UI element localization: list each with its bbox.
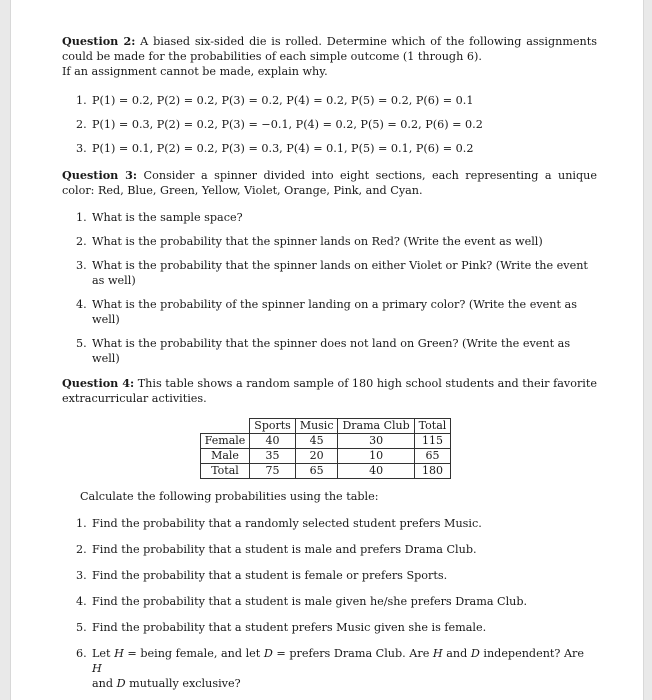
question-2-label: Question 2: xyxy=(62,34,136,48)
activities-table xyxy=(200,418,452,479)
list-item: 5. Find the probability that a student prefers Music given she is female. xyxy=(76,621,487,634)
list-item: 2. P(1) = 0.3, P(2) = 0.2, P(3) = −0.1, P(4) = 0.2, P(5) = 0.2, P(6) = 0.2 xyxy=(76,118,483,131)
table-cell: 40 xyxy=(250,434,296,449)
document-content xyxy=(62,34,597,691)
question-4-label: Question 4: xyxy=(62,376,135,390)
table-header: Total xyxy=(414,419,451,434)
list-item: 1. Find the probability that a randomly selected student prefers Music. xyxy=(76,517,482,530)
table-row-label: Male xyxy=(200,449,250,464)
table-row-label: Total xyxy=(200,464,250,479)
question-3-text: Question 3: Consider a spinner divided into eight sections, each representing a unique color: Red, Blue, Green, Yellow, Violet, Orange, Pink, and Cyan. xyxy=(62,168,597,197)
list-item: 3. What is the probability that the spinner lands on either Violet or Pink? (Write the event as well) xyxy=(76,259,588,287)
table-header-row xyxy=(200,419,451,434)
list-item: 1. What is the sample space? xyxy=(76,211,243,224)
table-cell: 35 xyxy=(250,449,296,464)
list-item: 3. Find the probability that a student is female or prefers Sports. xyxy=(76,569,448,582)
table-cell: 180 xyxy=(414,464,451,479)
list-item: 3. P(1) = 0.1, P(2) = 0.2, P(3) = 0.3, P(4) = 0.1, P(5) = 0.1, P(6) = 0.2 xyxy=(76,142,474,155)
table-row xyxy=(200,434,451,449)
question-2-list xyxy=(62,93,597,156)
table-cell: 20 xyxy=(295,449,338,464)
table-row xyxy=(200,464,451,479)
list-item: 4. Find the probability that a student is male given he/she prefers Drama Club. xyxy=(76,595,528,608)
question-2-text: Question 2: A biased six-sided die is rolled. Determine which of the following assignments could be made for the probabilities of each simple outcome (1 through 6). xyxy=(62,34,597,63)
table-cell: 45 xyxy=(295,434,338,449)
table-cell: 10 xyxy=(338,449,414,464)
table-wrapper xyxy=(62,418,597,479)
question-4-text: Question 4: This table shows a random sample of 180 high school students and their favorite extracurricular activities. xyxy=(62,376,597,405)
table-cell: 65 xyxy=(414,449,451,464)
table-header: Drama Club xyxy=(338,419,414,434)
table-cell: 65 xyxy=(295,464,338,479)
calculate-intro: Calculate the following probabilities using the table: xyxy=(80,490,379,503)
table-corner xyxy=(200,419,250,434)
table-row-label: Female xyxy=(200,434,250,449)
list-item: 2. Find the probability that a student is male and prefers Drama Club. xyxy=(76,543,477,556)
list-item: 1. P(1) = 0.2, P(2) = 0.2, P(3) = 0.2, P(4) = 0.2, P(5) = 0.2, P(6) = 0.1 xyxy=(76,94,474,107)
question-3-list xyxy=(62,210,597,366)
list-item: 2. What is the probability that the spinner lands on Red? (Write the event as well) xyxy=(76,235,543,248)
table-header: Music xyxy=(295,419,338,434)
table-header: Sports xyxy=(250,419,296,434)
table-row xyxy=(200,449,451,464)
table-cell: 75 xyxy=(250,464,296,479)
document-page xyxy=(10,0,644,700)
list-item: 6. Let H = being female, and let D = prefers Drama Club. Are H and D independent? Are H and D mutually exclusive? xyxy=(76,647,585,690)
table-cell: 115 xyxy=(414,434,451,449)
question-4-list xyxy=(62,516,597,691)
list-item: 4. What is the probability of the spinner landing on a primary color? (Write the event as well) xyxy=(76,298,577,326)
table-cell: 40 xyxy=(338,464,414,479)
question-3-label: Question 3: xyxy=(62,168,138,182)
table-cell: 30 xyxy=(338,434,414,449)
question-2-instruction: If an assignment cannot be made, explain why. xyxy=(62,65,328,78)
list-item: 5. What is the probability that the spinner does not land on Green? (Write the event as well) xyxy=(76,337,571,365)
